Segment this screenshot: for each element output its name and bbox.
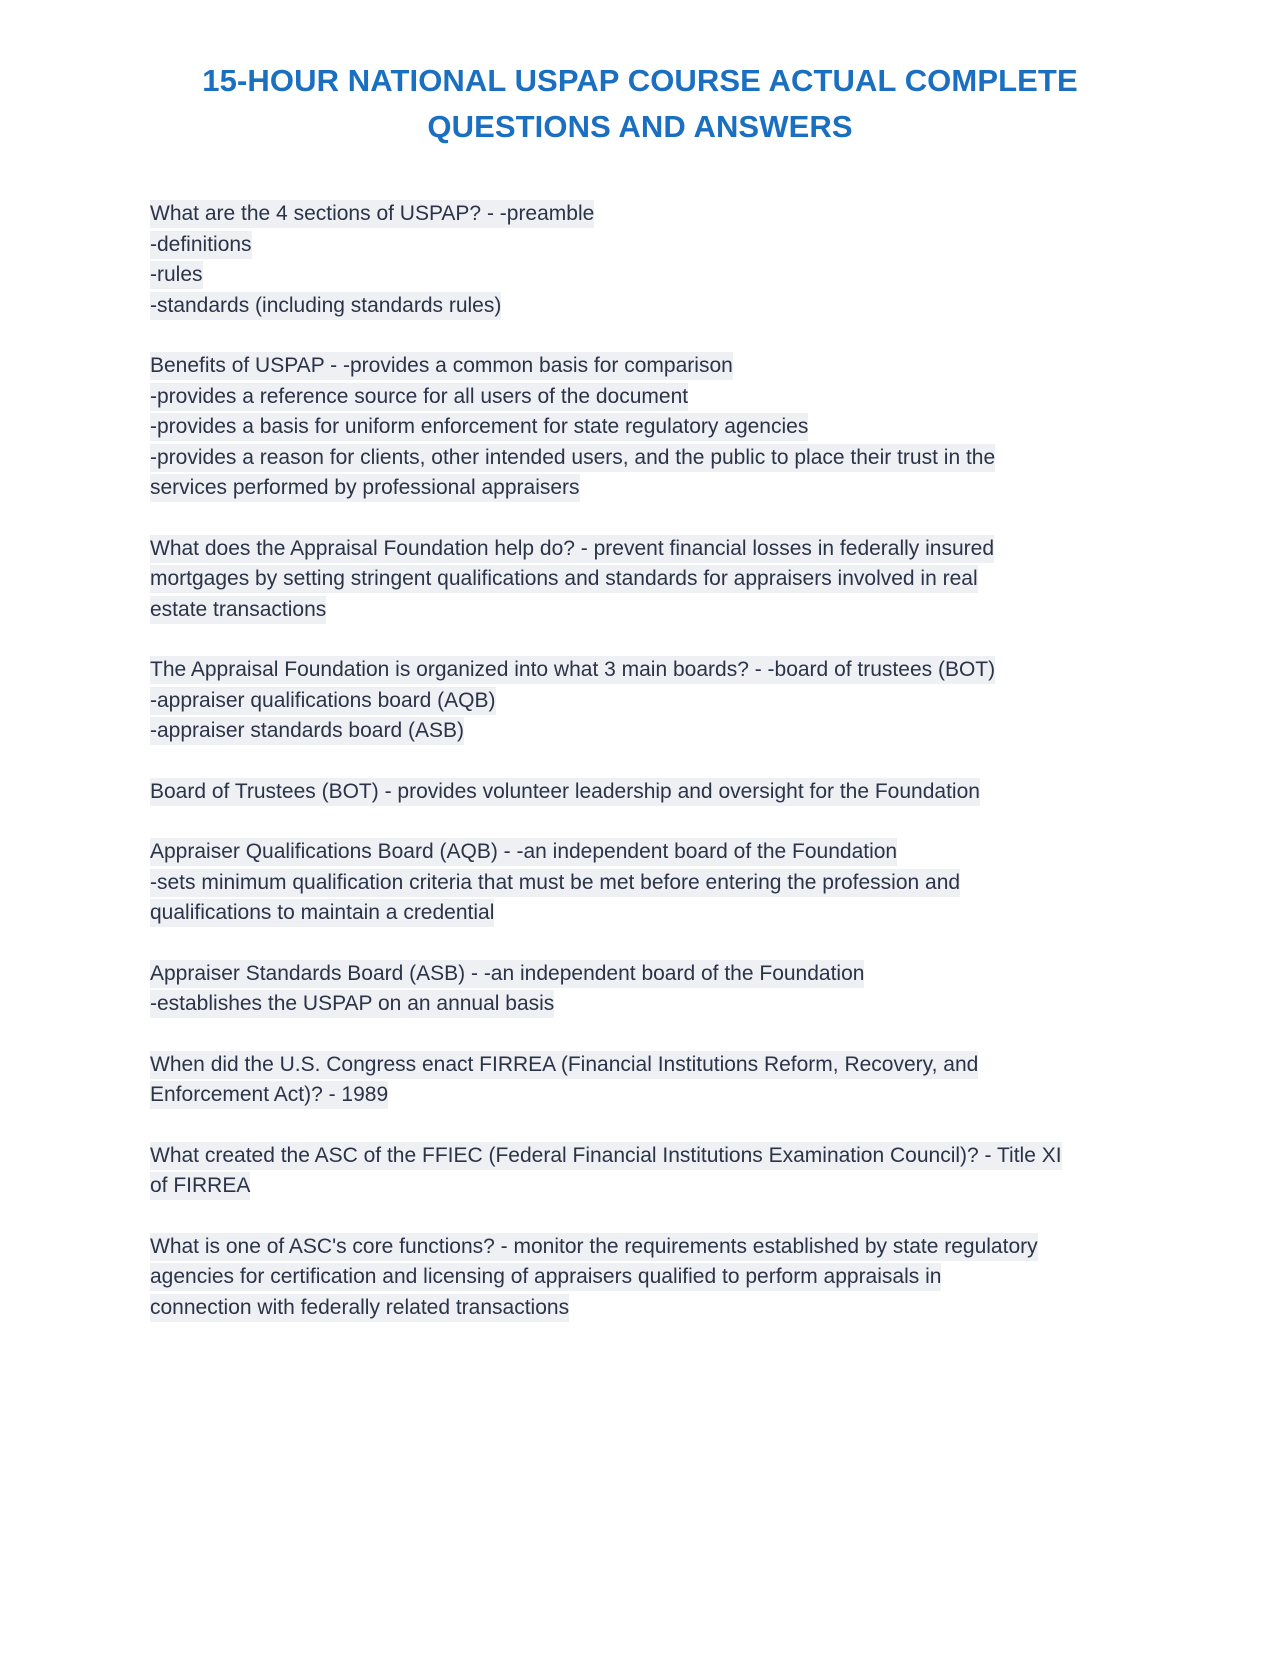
qa-line [150,655,1140,686]
qa-text: What created the ASC of the FFIEC (Federal Financial Institutions Examination Council)? - Title XI [150,1142,1062,1170]
qa-item [150,777,1140,808]
qa-text: The Appraisal Foundation is organized into what 3 main boards? - -board of trustees (BOT) [150,656,995,684]
qa-line [150,1232,1140,1263]
qa-item [150,351,1140,504]
title-line: 15-HOUR NATIONAL USPAP COURSE ACTUAL COMPLETE [202,63,1078,98]
qa-text: -provides a reference source for all users of the document [150,383,688,411]
qa-item [150,837,1140,929]
qa-text: Board of Trustees (BOT) - provides volunteer leadership and oversight for the Foundation [150,778,980,806]
qa-text: services performed by professional appraisers [150,474,580,502]
qa-line [150,473,1140,504]
qa-text: Appraiser Standards Board (ASB) - -an independent board of the Foundation [150,960,864,988]
qa-item [150,1141,1140,1202]
qa-line [150,1141,1140,1172]
qa-text: When did the U.S. Congress enact FIRREA (Financial Institutions Reform, Recovery, and [150,1051,978,1079]
qa-text: -establishes the USPAP on an annual basis [150,990,554,1018]
qa-line [150,686,1140,717]
qa-text: What is one of ASC's core functions? - monitor the requirements established by state regulatory [150,1233,1038,1261]
qa-text: -sets minimum qualification criteria that must be met before entering the profession and [150,869,960,897]
qa-line [150,777,1140,808]
qa-text: What does the Appraisal Foundation help do? - prevent financial losses in federally insured [150,535,994,563]
qa-line [150,1080,1140,1111]
qa-text: mortgages by setting stringent qualifications and standards for appraisers involved in real [150,565,978,593]
qa-item [150,1232,1140,1324]
qa-text: qualifications to maintain a credential [150,899,494,927]
qa-text: -appraiser qualifications board (AQB) [150,687,496,715]
qa-text: Benefits of USPAP - -provides a common basis for comparison [150,352,733,380]
qa-item [150,655,1140,747]
qa-line [150,534,1140,565]
qa-item [150,199,1140,321]
qa-line [150,412,1140,443]
qa-item [150,534,1140,626]
qa-line [150,898,1140,929]
qa-line [150,989,1140,1020]
qa-text: estate transactions [150,596,326,624]
qa-line [150,837,1140,868]
qa-list [150,199,1140,1353]
qa-text: agencies for certification and licensing of appraisers qualified to perform appraisals in [150,1263,941,1291]
qa-item [150,1050,1140,1111]
qa-line [150,351,1140,382]
qa-text: of FIRREA [150,1172,250,1200]
qa-text: -provides a reason for clients, other intended users, and the public to place their trust in the [150,444,995,472]
qa-text: Appraiser Qualifications Board (AQB) - -an independent board of the Foundation [150,838,897,866]
qa-line [150,595,1140,626]
qa-line [150,382,1140,413]
qa-text: What are the 4 sections of USPAP? - -preamble [150,200,594,228]
qa-line [150,199,1140,230]
qa-text: -definitions [150,231,252,259]
qa-line [150,1262,1140,1293]
qa-line [150,1171,1140,1202]
qa-line [150,1050,1140,1081]
qa-line [150,260,1140,291]
qa-text: -provides a basis for uniform enforcement for state regulatory agencies [150,413,808,441]
qa-line [150,716,1140,747]
qa-text: Enforcement Act)? - 1989 [150,1081,388,1109]
qa-line [150,230,1140,261]
qa-text: -standards (including standards rules) [150,292,501,320]
qa-line [150,868,1140,899]
qa-line [150,443,1140,474]
qa-line [150,291,1140,322]
qa-line [150,1293,1140,1324]
qa-text: -rules [150,261,203,289]
qa-line [150,959,1140,990]
document-title [150,58,1130,150]
qa-item [150,959,1140,1020]
qa-line [150,564,1140,595]
qa-text: -appraiser standards board (ASB) [150,717,464,745]
qa-text: connection with federally related transactions [150,1294,569,1322]
title-line: QUESTIONS AND ANSWERS [427,109,853,144]
